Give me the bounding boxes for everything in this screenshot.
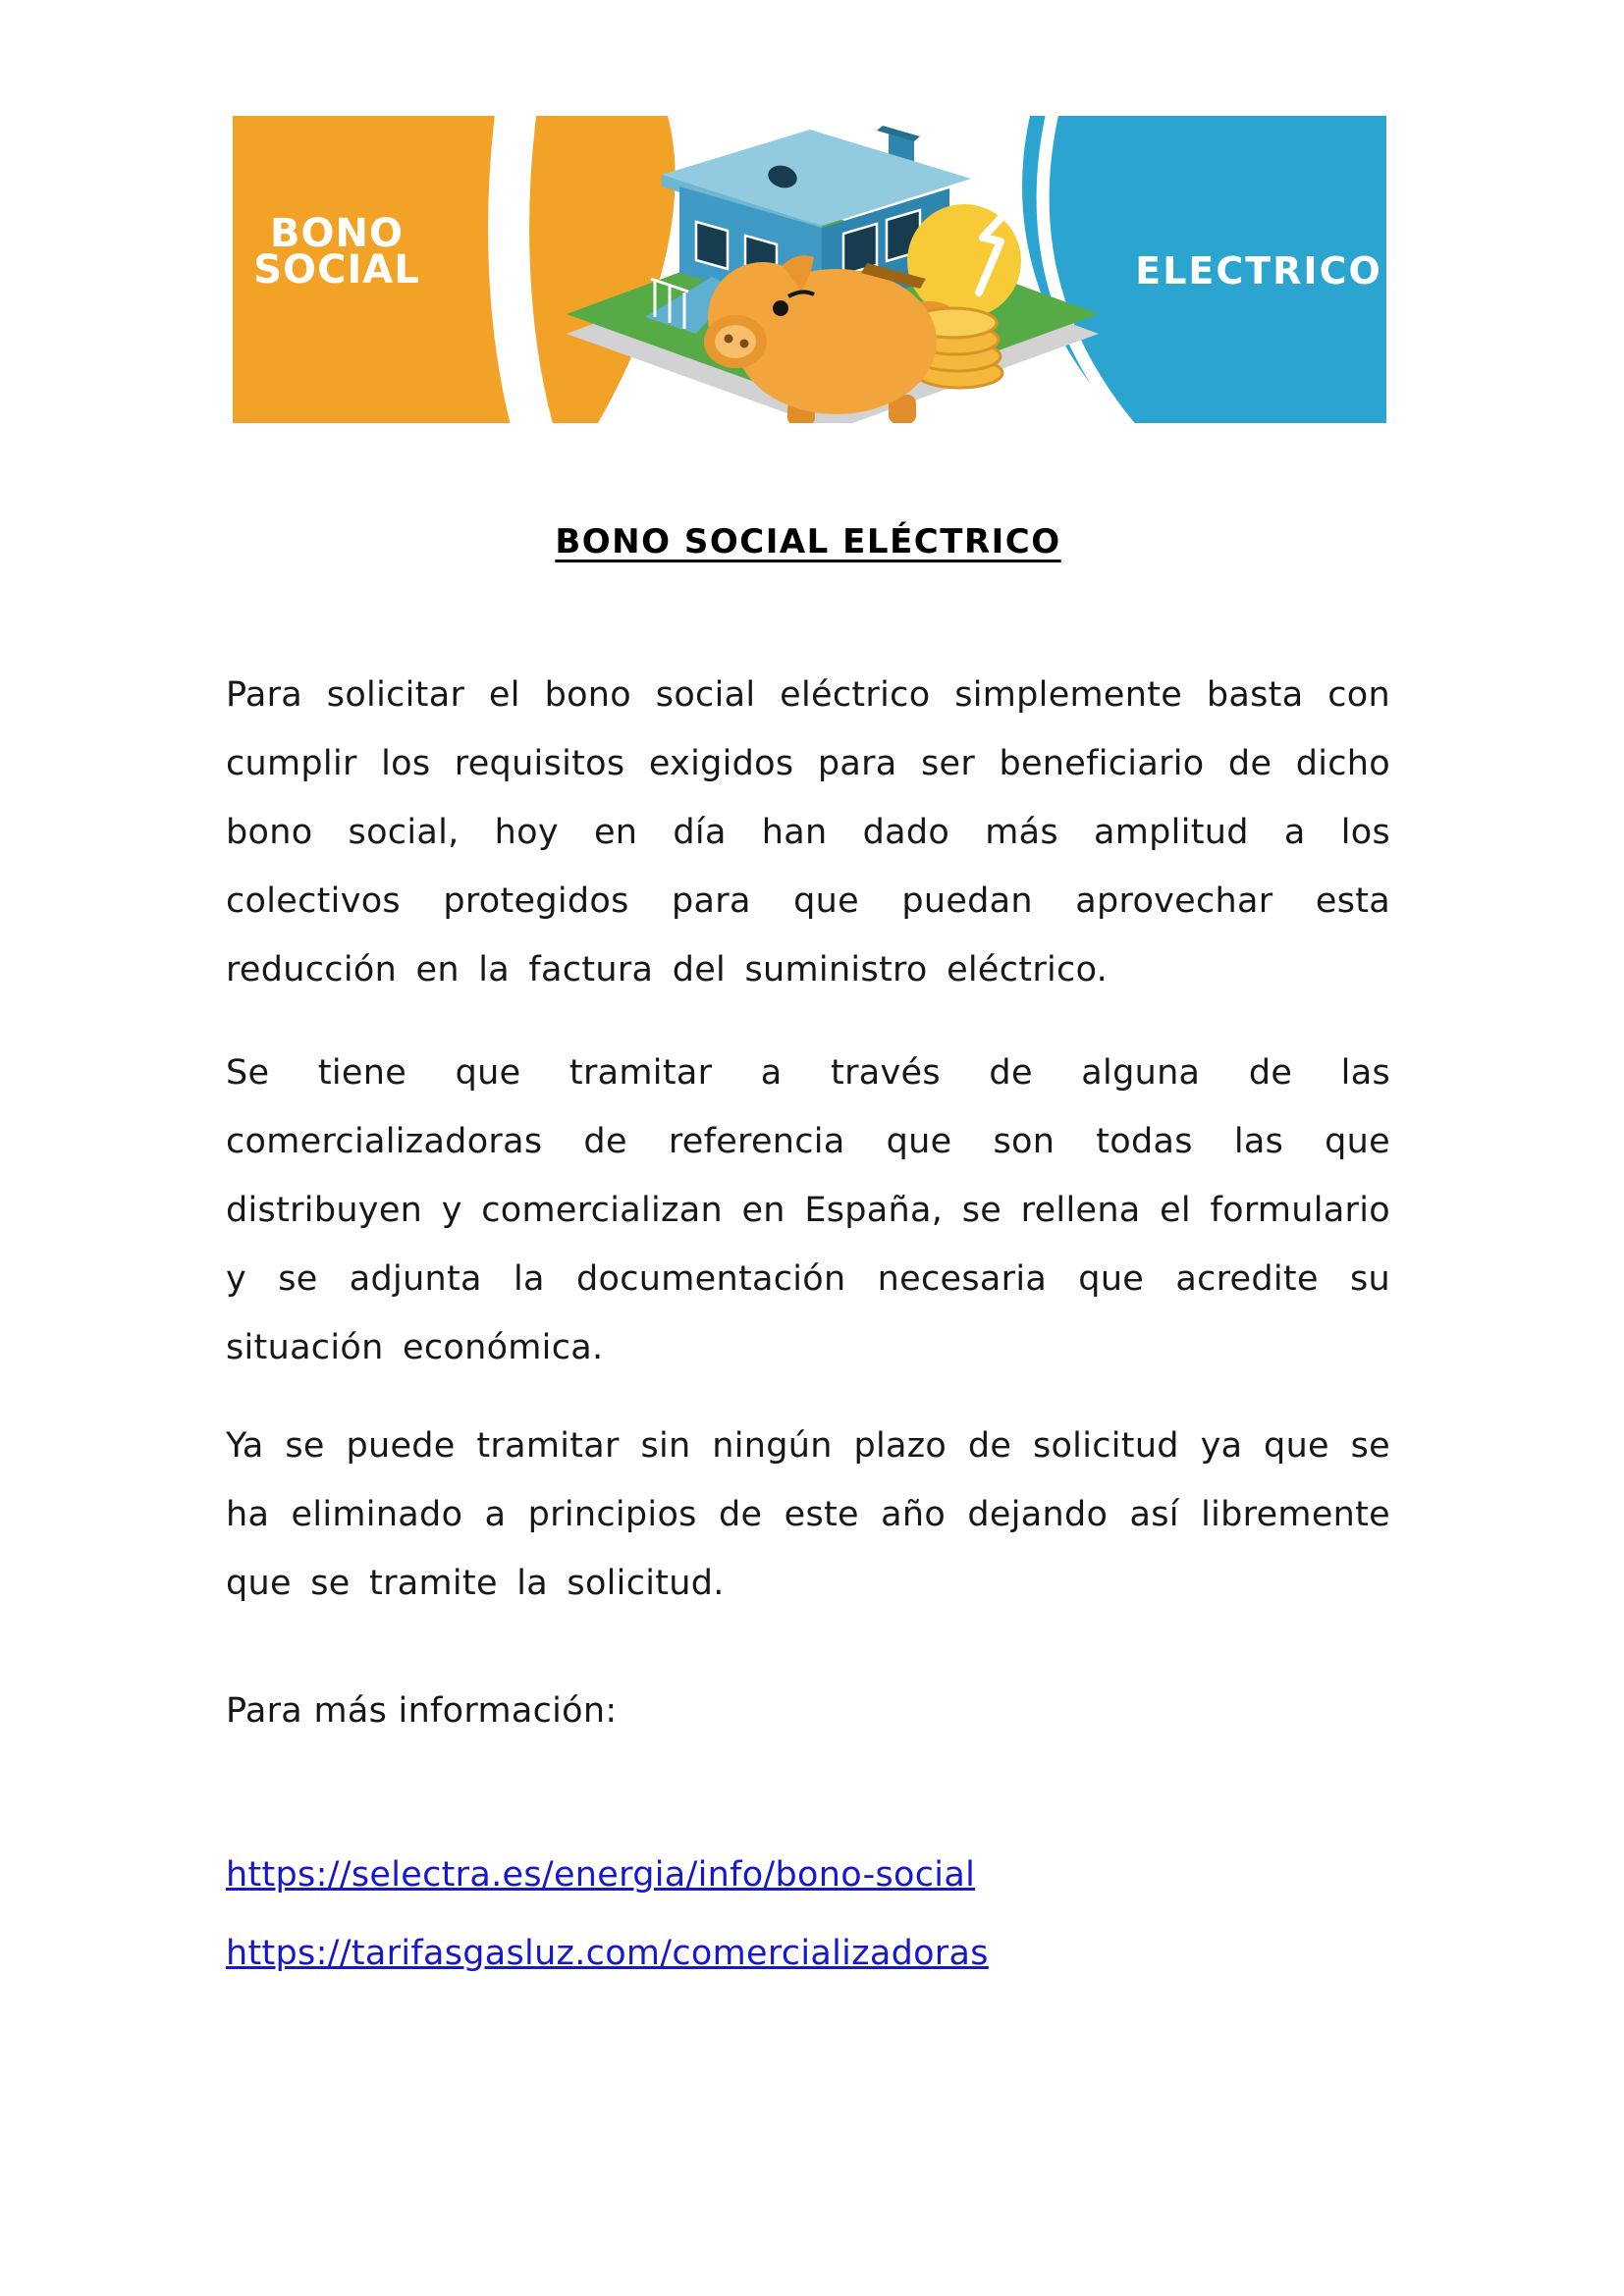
pig-eye	[773, 300, 788, 316]
page-title: BONO SOCIAL ELÉCTRICO	[555, 522, 1061, 561]
banner-image	[233, 116, 1386, 423]
piggy-bank-icon	[704, 255, 937, 423]
paragraph-requisitos: Para solicitar el bono social eléctrico simplemente basta con cumplir los requisitos exigidos para ser beneficiario de dicho bono social, hoy en día han dado más amplitud a los colectivos protegidos para que puedan aprovechar esta reducción en la factura del suministro eléctrico.	[226, 675, 1390, 989]
link-selectra-bono-social[interactable]: https://selectra.es/energia/info/bono-social	[226, 1855, 976, 1895]
paragraph-plazo: Ya se puede tramitar sin ningún plazo de solicitud ya que se ha eliminado a principios de este año dejando así libremente que se tramite la solicitud.	[226, 1426, 1390, 1603]
more-info-label: Para más información:	[226, 1691, 618, 1731]
link-tarifasgasluz-comercializadoras[interactable]: https://tarifasgasluz.com/comercializadoras	[226, 1934, 989, 1973]
paragraph-tramitacion: Se tiene que tramitar a través de alguna de las comercializadoras de referencia que son todas las que distribuyen y comercializan en España, se rellena el formulario y se adjunta la documentación necesaria que acredite su situación económica.	[226, 1053, 1390, 1367]
front-window	[696, 222, 728, 269]
banner-left-label: BONO SOCIAL	[253, 211, 420, 293]
banner-right-label: ELECTRICO	[1135, 249, 1382, 293]
